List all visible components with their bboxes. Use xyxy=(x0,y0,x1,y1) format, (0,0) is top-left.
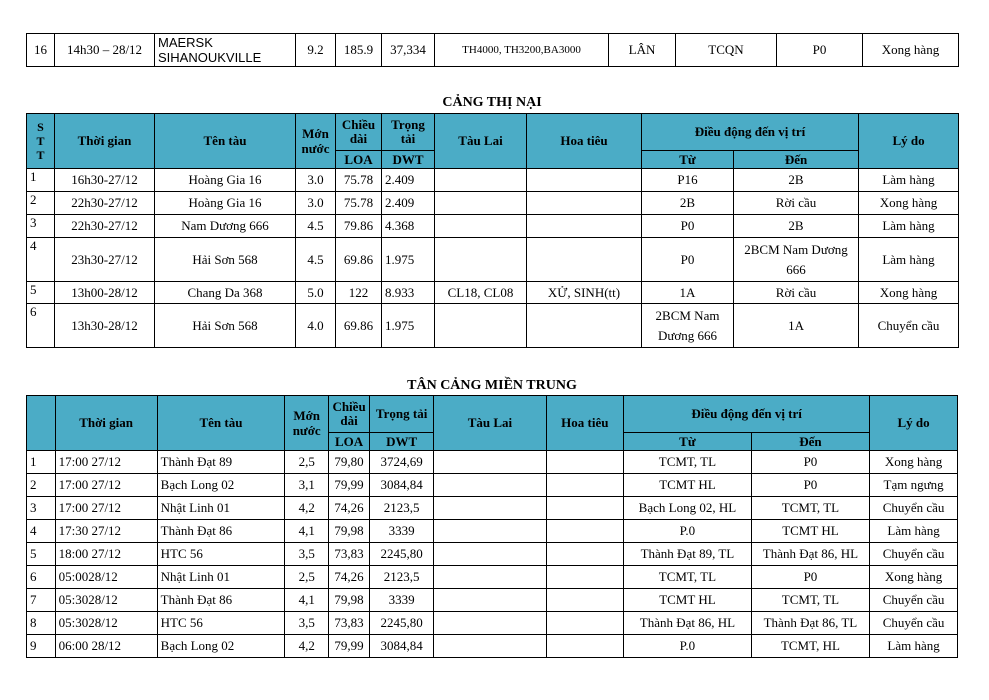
header-stt-empty xyxy=(27,396,56,451)
cell-loa: 69.86 xyxy=(336,304,382,348)
table-row xyxy=(27,589,958,612)
cell-stt: 6 xyxy=(27,566,56,589)
row-ship xyxy=(155,34,296,67)
cell-stt: 4 xyxy=(27,520,56,543)
header-from: Từ xyxy=(642,151,734,169)
row-dwt: 37,334 xyxy=(382,34,435,67)
cell-tug xyxy=(434,520,546,543)
table-row xyxy=(27,282,959,304)
cell-stt: 3 xyxy=(27,215,55,238)
cell-to: TCMT, HL xyxy=(751,635,869,658)
cell-reason: Chuyển cầu xyxy=(870,612,958,635)
cell-ship: Hoàng Gia 16 xyxy=(155,192,296,215)
cell-ship: Hải Sơn 568 xyxy=(155,304,296,348)
cell-pilot xyxy=(546,451,624,474)
table-row xyxy=(27,635,958,658)
cell-from: TCMT HL xyxy=(624,474,752,497)
cell-from: 1A xyxy=(642,282,734,304)
table-row xyxy=(27,497,958,520)
cell-loa: 79,98 xyxy=(329,520,370,543)
cell-tug xyxy=(435,192,527,215)
cell-time: 05:3028/12 xyxy=(55,612,157,635)
table-row xyxy=(27,238,959,282)
cell-time: 05:0028/12 xyxy=(55,566,157,589)
cell-time: 22h30-27/12 xyxy=(55,215,155,238)
cell-reason: Làm hàng xyxy=(870,635,958,658)
cell-draft: 2,5 xyxy=(285,566,329,589)
section-title-thi-nai: CẢNG THỊ NẠI xyxy=(442,95,542,110)
cell-ship: Nhật Linh 01 xyxy=(157,497,285,520)
cell-tug xyxy=(435,215,527,238)
cell-pilot: XỬ, SINH(tt) xyxy=(527,282,642,304)
header-draft: Mớn nước xyxy=(296,114,336,169)
cell-loa: 79,99 xyxy=(329,635,370,658)
cell-time: 17:30 27/12 xyxy=(55,520,157,543)
cell-loa: 74,26 xyxy=(329,566,370,589)
cell-pilot xyxy=(546,543,624,566)
cell-time: 06:00 28/12 xyxy=(55,635,157,658)
table-row xyxy=(27,474,958,497)
cell-from: Bạch Long 02, HL xyxy=(624,497,752,520)
tan-cang-table xyxy=(26,395,958,658)
cell-draft: 3.0 xyxy=(296,192,336,215)
cell-draft: 4.0 xyxy=(296,304,336,348)
cell-to: Thành Đạt 86, TL xyxy=(751,612,869,635)
cell-reason: Xong hàng xyxy=(870,566,958,589)
cell-draft: 3,5 xyxy=(285,612,329,635)
header-tug: Tàu Lai xyxy=(434,396,546,451)
header-time: Thời gian xyxy=(55,396,157,451)
header-ship: Tên tàu xyxy=(157,396,285,451)
cell-ship: Nhật Linh 01 xyxy=(157,566,285,589)
cell-to: TCMT, TL xyxy=(751,589,869,612)
cell-reason: Xong hàng xyxy=(870,451,958,474)
cell-to: 1A xyxy=(734,304,859,348)
cell-draft: 3,1 xyxy=(285,474,329,497)
table-row xyxy=(27,543,958,566)
cell-time: 05:3028/12 xyxy=(55,589,157,612)
cell-dwt: 2245,80 xyxy=(369,612,433,635)
cell-reason: Xong hàng xyxy=(859,282,959,304)
cell-dwt: 2.409 xyxy=(382,192,435,215)
cell-time: 17:00 27/12 xyxy=(55,497,157,520)
cell-tug xyxy=(435,169,527,192)
header-reason: Lý do xyxy=(870,396,958,451)
cell-stt: 7 xyxy=(27,589,56,612)
cell-tug xyxy=(435,238,527,282)
cell-pilot xyxy=(546,635,624,658)
cell-tug: CL18, CL08 xyxy=(435,282,527,304)
row-loa: 185.9 xyxy=(336,34,382,67)
cell-dwt: 3084,84 xyxy=(369,635,433,658)
cell-from: P0 xyxy=(642,215,734,238)
cell-reason: Chuyển cầu xyxy=(870,543,958,566)
cell-pilot xyxy=(546,520,624,543)
cell-draft: 4,1 xyxy=(285,589,329,612)
header-tug: Tàu Lai xyxy=(435,114,527,169)
cell-draft: 5.0 xyxy=(296,282,336,304)
cell-draft: 4,1 xyxy=(285,520,329,543)
cell-tug xyxy=(435,304,527,348)
cell-pilot xyxy=(527,192,642,215)
cell-pilot xyxy=(546,589,624,612)
cell-reason: Làm hàng xyxy=(870,520,958,543)
row-stt: 16 xyxy=(27,34,55,67)
cell-from: 2B xyxy=(642,192,734,215)
header-dwt: DWT xyxy=(382,151,435,169)
cell-stt: 2 xyxy=(27,192,55,215)
header-pilot: Hoa tiêu xyxy=(546,396,624,451)
cell-from: P.0 xyxy=(624,520,752,543)
table-row xyxy=(27,520,958,543)
cell-loa: 73,83 xyxy=(329,612,370,635)
cell-tug xyxy=(434,474,546,497)
cell-loa: 74,26 xyxy=(329,497,370,520)
cell-dwt: 3084,84 xyxy=(369,474,433,497)
cell-dwt: 3339 xyxy=(369,589,433,612)
cell-dwt: 8.933 xyxy=(382,282,435,304)
cell-loa: 79,98 xyxy=(329,589,370,612)
cell-time: 17:00 27/12 xyxy=(55,474,157,497)
cell-ship: HTC 56 xyxy=(157,543,285,566)
cell-loa: 79.86 xyxy=(336,215,382,238)
cell-loa: 75.78 xyxy=(336,169,382,192)
cell-pilot xyxy=(527,169,642,192)
cell-tug xyxy=(434,566,546,589)
cell-tug xyxy=(434,497,546,520)
cell-reason: Chuyển cầu xyxy=(870,589,958,612)
previous-table-row xyxy=(26,33,959,67)
cell-stt: 2 xyxy=(27,474,56,497)
cell-ship: Nam Dương 666 xyxy=(155,215,296,238)
cell-to: P0 xyxy=(751,566,869,589)
cell-tug xyxy=(434,612,546,635)
cell-dwt: 2.409 xyxy=(382,169,435,192)
cell-ship: Hoàng Gia 16 xyxy=(155,169,296,192)
cell-time: 13h30-28/12 xyxy=(55,304,155,348)
table-row xyxy=(27,304,959,348)
table-row xyxy=(27,192,959,215)
cell-stt: 9 xyxy=(27,635,56,658)
cell-draft: 3,5 xyxy=(285,543,329,566)
cell-draft: 4,2 xyxy=(285,635,329,658)
header-from: Từ xyxy=(624,433,752,451)
table-row xyxy=(27,566,958,589)
cell-to: Rời cầu xyxy=(734,192,859,215)
header-pilot: Hoa tiêu xyxy=(527,114,642,169)
cell-tug xyxy=(434,451,546,474)
cell-from: Thành Đạt 86, HL xyxy=(624,612,752,635)
cell-draft: 2,5 xyxy=(285,451,329,474)
header-length: Chiều dài xyxy=(329,396,370,433)
cell-ship: HTC 56 xyxy=(157,612,285,635)
cell-reason: Chuyển cầu xyxy=(859,304,959,348)
cell-to: 2B xyxy=(734,169,859,192)
section-title-tan-cang: TÂN CẢNG MIỀN TRUNG xyxy=(407,378,577,393)
cell-draft: 4,2 xyxy=(285,497,329,520)
cell-ship: Thành Đạt 89 xyxy=(157,451,285,474)
cell-ship: Chang Da 368 xyxy=(155,282,296,304)
row-pilot: LÂN xyxy=(609,34,676,67)
cell-loa: 69.86 xyxy=(336,238,382,282)
cell-from: 2BCM Nam Dương 666 xyxy=(642,304,734,348)
cell-stt: 5 xyxy=(27,543,56,566)
cell-loa: 73,83 xyxy=(329,543,370,566)
cell-ship: Bạch Long 02 xyxy=(157,635,285,658)
cell-dwt: 2123,5 xyxy=(369,497,433,520)
cell-stt: 4 xyxy=(27,238,55,282)
cell-dwt: 4.368 xyxy=(382,215,435,238)
cell-time: 18:00 27/12 xyxy=(55,543,157,566)
cell-pilot xyxy=(546,474,624,497)
cell-reason: Tạm ngưng xyxy=(870,474,958,497)
cell-dwt: 3339 xyxy=(369,520,433,543)
header-stt: S T T xyxy=(27,114,55,169)
cell-from: P16 xyxy=(642,169,734,192)
row-draft: 9.2 xyxy=(296,34,336,67)
table-row xyxy=(27,612,958,635)
cell-time: 16h30-27/12 xyxy=(55,169,155,192)
cell-ship: Hải Sơn 568 xyxy=(155,238,296,282)
cell-to: TCMT, TL xyxy=(751,497,869,520)
header-dwt: DWT xyxy=(369,433,433,451)
thi-nai-table xyxy=(26,113,959,348)
cell-ship: Bạch Long 02 xyxy=(157,474,285,497)
cell-pilot xyxy=(527,304,642,348)
cell-from: Thành Đạt 89, TL xyxy=(624,543,752,566)
cell-pilot xyxy=(527,238,642,282)
header-weight: Trọng tải xyxy=(382,114,435,151)
header-move: Điều động đến vị trí xyxy=(624,396,870,433)
cell-loa: 79,80 xyxy=(329,451,370,474)
cell-stt: 8 xyxy=(27,612,56,635)
cell-pilot xyxy=(546,497,624,520)
cell-tug xyxy=(434,543,546,566)
cell-from: P0 xyxy=(642,238,734,282)
cell-draft: 4.5 xyxy=(296,238,336,282)
cell-time: 13h00-28/12 xyxy=(55,282,155,304)
cell-ship: Thành Đạt 86 xyxy=(157,520,285,543)
header-loa: LOA xyxy=(336,151,382,169)
cell-pilot xyxy=(546,612,624,635)
cell-pilot xyxy=(546,566,624,589)
header-time: Thời gian xyxy=(55,114,155,169)
cell-dwt: 1.975 xyxy=(382,304,435,348)
cell-reason: Làm hàng xyxy=(859,238,959,282)
table-row xyxy=(27,451,958,474)
ship-line2: SIHANOUKVILLE xyxy=(158,50,262,65)
row-tug: TH4000, TH3200,BA3000 xyxy=(435,34,609,67)
header-reason: Lý do xyxy=(859,114,959,169)
cell-from: TCMT, TL xyxy=(624,566,752,589)
cell-to: Thành Đạt 86, HL xyxy=(751,543,869,566)
cell-time: 17:00 27/12 xyxy=(55,451,157,474)
cell-reason: Làm hàng xyxy=(859,169,959,192)
cell-to: TCMT HL xyxy=(751,520,869,543)
cell-loa: 75.78 xyxy=(336,192,382,215)
cell-from: TCMT HL xyxy=(624,589,752,612)
cell-tug xyxy=(434,635,546,658)
ship-line1: MAERSK xyxy=(158,35,213,50)
cell-dwt: 2123,5 xyxy=(369,566,433,589)
header-draft: Mớn nước xyxy=(285,396,329,451)
header-weight: Trọng tải xyxy=(369,396,433,433)
cell-tug xyxy=(434,589,546,612)
table-row xyxy=(27,215,959,238)
cell-dwt: 3724,69 xyxy=(369,451,433,474)
header-to: Đến xyxy=(734,151,859,169)
cell-pilot xyxy=(527,215,642,238)
cell-reason: Chuyển cầu xyxy=(870,497,958,520)
cell-stt: 1 xyxy=(27,169,55,192)
header-ship: Tên tàu xyxy=(155,114,296,169)
header-loa: LOA xyxy=(329,433,370,451)
cell-loa: 79,99 xyxy=(329,474,370,497)
cell-time: 23h30-27/12 xyxy=(55,238,155,282)
row-from: TCQN xyxy=(676,34,777,67)
header-move: Điều động đến vị trí xyxy=(642,114,859,151)
cell-to: Rời cầu xyxy=(734,282,859,304)
cell-to: 2B xyxy=(734,215,859,238)
row-to: P0 xyxy=(777,34,863,67)
header-to: Đến xyxy=(751,433,869,451)
cell-to: P0 xyxy=(751,474,869,497)
cell-stt: 1 xyxy=(27,451,56,474)
row-time: 14h30 – 28/12 xyxy=(55,34,155,67)
row-reason: Xong hàng xyxy=(863,34,959,67)
cell-to: 2BCM Nam Dương 666 xyxy=(734,238,859,282)
cell-dwt: 1.975 xyxy=(382,238,435,282)
cell-ship: Thành Đạt 86 xyxy=(157,589,285,612)
cell-dwt: 2245,80 xyxy=(369,543,433,566)
cell-to: P0 xyxy=(751,451,869,474)
cell-stt: 3 xyxy=(27,497,56,520)
cell-from: TCMT, TL xyxy=(624,451,752,474)
cell-reason: Xong hàng xyxy=(859,192,959,215)
header-length: Chiều dài xyxy=(336,114,382,151)
cell-stt: 5 xyxy=(27,282,55,304)
cell-loa: 122 xyxy=(336,282,382,304)
cell-from: P.0 xyxy=(624,635,752,658)
cell-draft: 4.5 xyxy=(296,215,336,238)
cell-draft: 3.0 xyxy=(296,169,336,192)
cell-time: 22h30-27/12 xyxy=(55,192,155,215)
table-row xyxy=(27,169,959,192)
cell-stt: 6 xyxy=(27,304,55,348)
cell-reason: Làm hàng xyxy=(859,215,959,238)
